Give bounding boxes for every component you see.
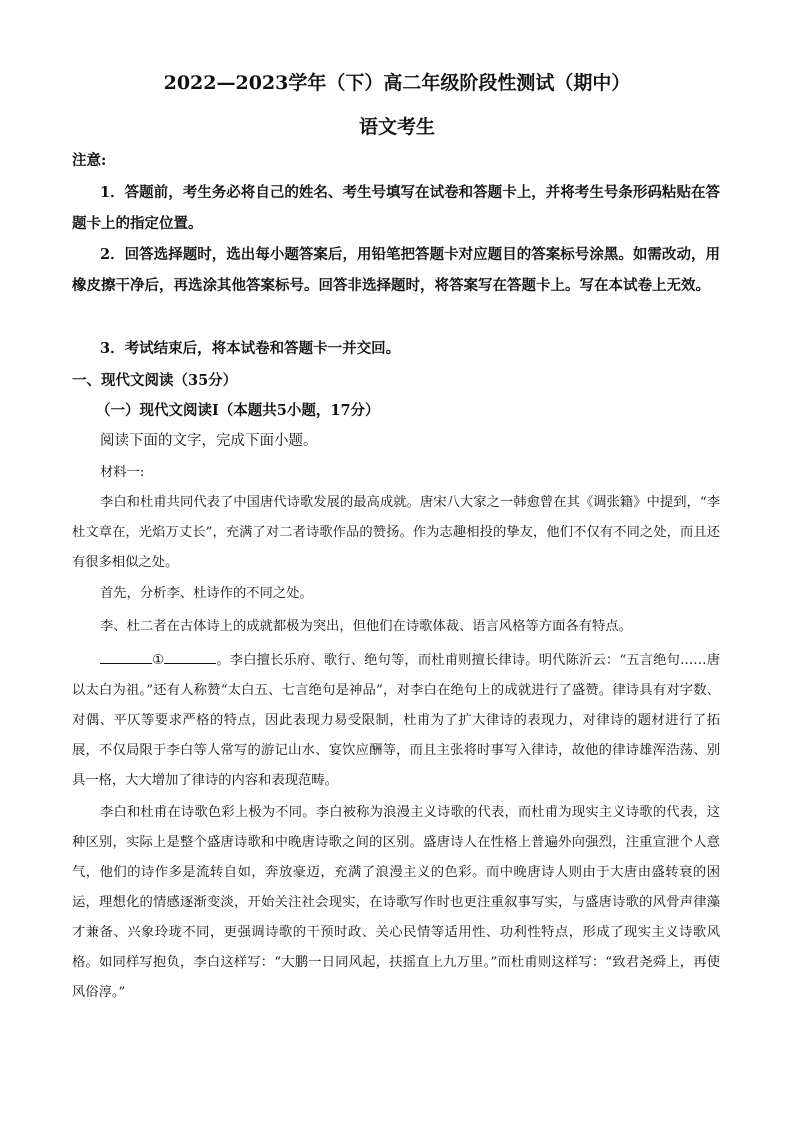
exam-subtitle: 语文考生 bbox=[358, 116, 435, 138]
notice-item-3: 3．考试结束后，将本试卷和答题卡一并交回。 bbox=[100, 340, 401, 357]
notice-item-1: 1．答题前，考生务必将自己的姓名、考生号填写在试卷和答题卡上，并将考生号条形码粘贴在答题卡上的指定位置。 bbox=[72, 184, 720, 232]
material-label: 材料一: bbox=[100, 465, 145, 480]
section-heading: 一、现代文阅读（35分） bbox=[72, 372, 238, 389]
fill-blank-line bbox=[100, 649, 152, 664]
paragraph-1: 李白和杜甫共同代表了中国唐代诗歌发展的最高成就。唐宋八大家之一韩愈曾在其《调张籍》中提到，“李杜文章在，光焰万丈长”，充满了对二者诗歌作品的赞扬。作为志趣相投的挚友，他们不仅有不同之处，而且还有很多相似之处。 bbox=[72, 495, 720, 570]
blank-marker: ① bbox=[152, 653, 165, 668]
notice-label: 注意: bbox=[72, 152, 107, 169]
paragraph-2: 首先，分析李、杜诗作的不同之处。 bbox=[100, 586, 313, 601]
section-subheading: （一）现代文阅读Ⅰ（本题共5小题，17分） bbox=[96, 402, 380, 419]
paragraph-5: 李白和杜甫在诗歌色彩上极为不同。李白被称为浪漫主义诗歌的代表，而杜甫为现实主义诗歌的代表，这种区别，实际上是整个盛唐诗歌和中晚唐诗歌之间的区别。盛唐诗人在性格上普遍外向强烈，注重宣泄个人意气，他们的诗作多是流转自如，奔放豪迈，充满了浪漫主义的色彩。而中晚唐诗人则由于大唐由盛转衰的困运，理想化的情感逐渐变淡，开始关注社会现实，在诗歌写作时也更注重叙事写实，与盛唐诗歌的风骨声律藻才兼备、兴象玲珑不同，更强调诗歌的干预时政、关心民情等适用性、功利性特点，形成了现实主义诗歌风格。如同样写抱负，李白这样写：“大鹏一日同风起，扶摇直上九万里。”而杜甫则这样写：“致君尧舜上，再使风俗淳。” bbox=[72, 805, 720, 1000]
paragraph-4-text: 。李白擅长乐府、歌行、绝句等，而杜甫则擅长律诗。明代陈沂云：“五言绝句……唐以太白为祖。”还有人称赞“太白五、七言绝句是神品”，对李白在绝句上的成就进行了盛赞。律诗具有对字数、对偶、平仄等要求严格的特点，因此表现力易受限制，杜甫为了扩大律诗的表现力，对律诗的题材进行了拓展，不仅局限于李白等人常写的游记山水、宴饮应酬等，而且主张将时事写入律诗，故他的律诗雄浑浩荡、别具一格，大大增加了律诗的内容和表现范畴。 bbox=[72, 653, 721, 788]
notice-item-2: 2．回答选择题时，选出每小题答案后，用铅笔把答题卡对应题目的答案标号涂黑。如需改动，用橡皮擦干净后，再选涂其他答案标号。回答非选择题时，将答案写在答题卡上。写在本试卷上无效。 bbox=[72, 246, 720, 294]
paragraph-3: 李、杜二者在古体诗上的成就都极为突出，但他们在诗歌体裁、语言风格等方面各有特点。 bbox=[100, 619, 632, 634]
paragraph-4 bbox=[72, 646, 720, 796]
reading-instruction: 阅读下面的文字，完成下面小题。 bbox=[100, 433, 318, 449]
exam-title: 2022—2023学年（下）高二年级阶段性测试（期中） bbox=[163, 72, 631, 94]
fill-blank-line bbox=[164, 649, 216, 664]
